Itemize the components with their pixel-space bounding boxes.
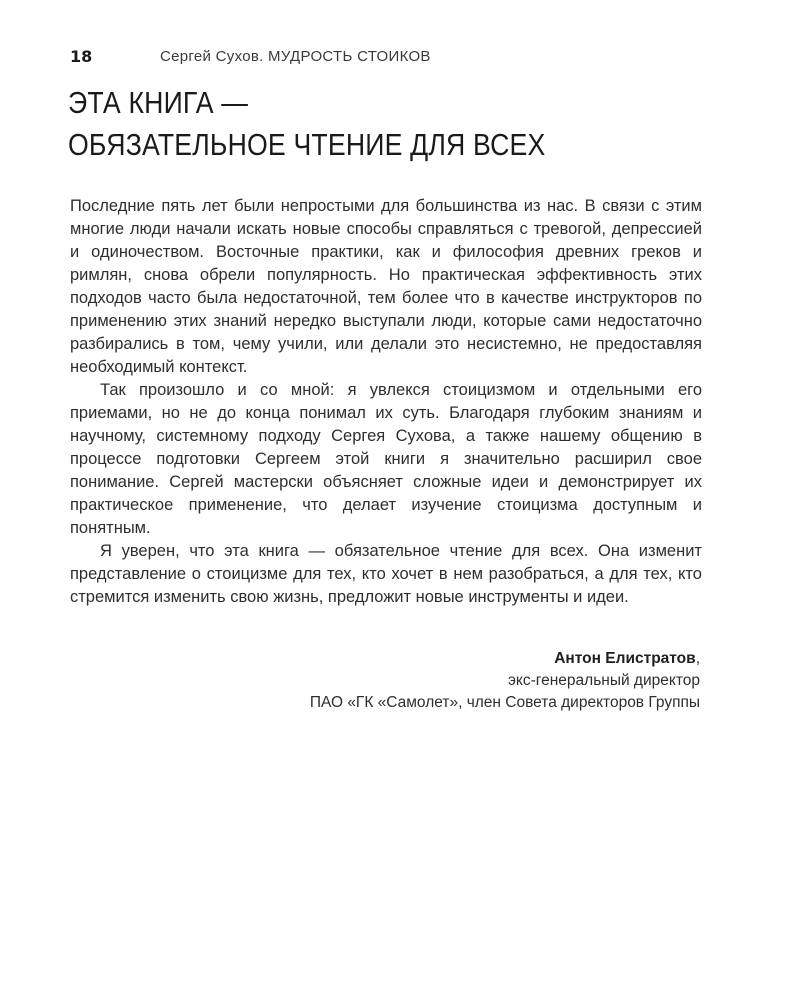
chapter-title-line-1: ЭТА КНИГА — xyxy=(68,85,249,120)
paragraph-3: Я уверен, что эта книга — обязательное чтение для всех. Она изменит представление о стоицизме для тех, кто хочет в нем разобраться, а для тех, кто стремится изменить свою жизнь, предложит новые инструменты и идеи. xyxy=(70,542,702,606)
chapter-title-line-2: ОБЯЗАТЕЛЬНОЕ ЧТЕНИЕ ДЛЯ ВСЕХ xyxy=(68,127,546,162)
signature-name-line xyxy=(140,648,700,670)
book-header-title: Сергей Сухов. МУДРОСТЬ СТОИКОВ xyxy=(160,48,431,65)
paragraph-1: Последние пять лет были непростыми для большинства из нас. В связи с этим многие люди начали искать новые способы справляться с тревогой, депрессией и одиночеством. Восточные практики, как и философия древних греков и римлян, снова обрели популярность. Но практическая эффективность этих подходов часто была недостаточной, тем более что в качестве инструкторов по применению этих знаний нередко выступали люди, которые сами недостаточно разбирались в том, чему учили, или делали это несистемно, не предоставляя необходимый контекст. xyxy=(70,197,702,376)
signature-position: экс-генеральный директор xyxy=(508,672,700,689)
signature-name-suffix: , xyxy=(695,650,700,667)
signature-name: Антон Елистратов xyxy=(554,650,696,667)
signature-organization: ПАО «ГК «Самолет», член Совета директоров Группы xyxy=(309,694,700,711)
signature-block xyxy=(140,648,700,714)
running-head xyxy=(70,44,730,70)
page-number: 18 xyxy=(70,47,93,66)
chapter-title xyxy=(68,82,653,166)
paragraph-2: Так произошло и со мной: я увлекся стоицизмом и отдельными его приемами, но не до конца понимал их суть. Благодаря глубоким знаниям и научному, системному подходу Сергея Сухова, а также нашему общению в процессе подготовки Сергеем этой книги я значительно расширил свое понимание. Сергей мастерски объясняет сложные идеи и демонстрирует их практическое применение, что делает изучение стоицизма доступным и понятным. xyxy=(70,381,702,537)
body-text xyxy=(70,195,702,609)
